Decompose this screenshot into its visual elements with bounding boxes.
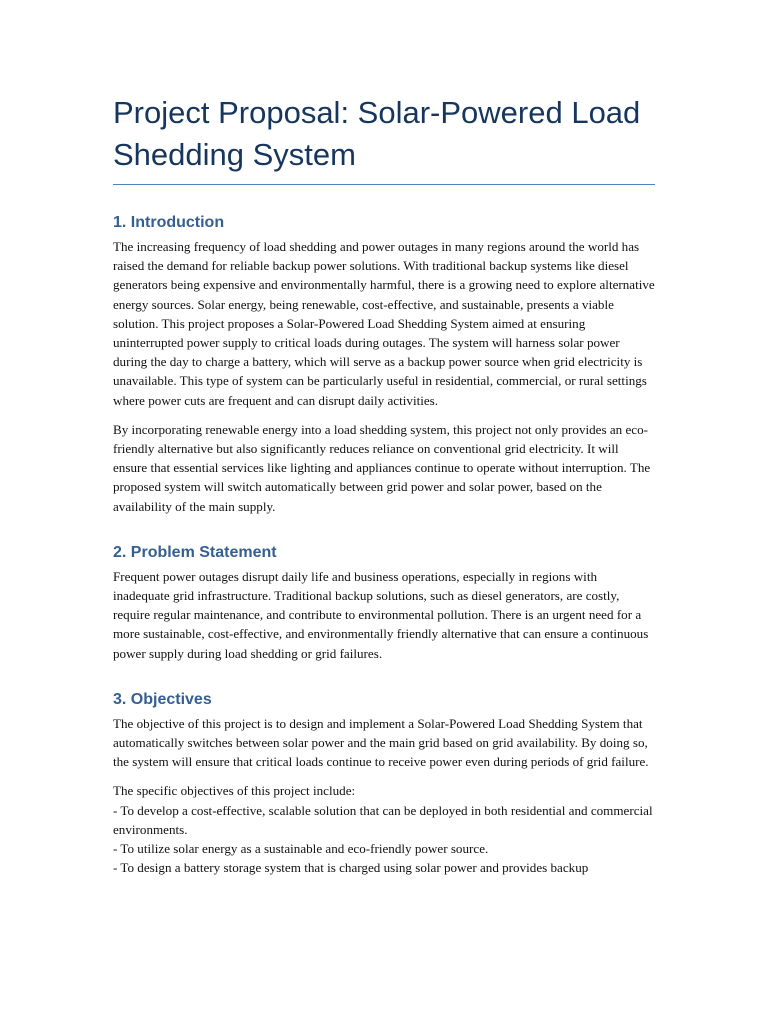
section-heading-problem-statement: 2. Problem Statement xyxy=(113,543,277,561)
objectives-list xyxy=(113,781,655,877)
introduction-paragraph-2: By incorporating renewable energy into a load shedding system, this project not only provides an eco-friendly alternative but also significantly reduces reliance on conventional grid electricity. It will ensure that essential services like lighting and appliances continue to operate without interruption. The proposed system will switch automatically between grid power and solar power, based on the availability of the main supply. xyxy=(113,421,651,514)
list-item: - To utilize solar energy as a sustainable and eco-friendly power source. xyxy=(113,841,489,857)
section-heading-introduction: 1. Introduction xyxy=(113,214,225,231)
objectives-list-intro: The specific objectives of this project include: xyxy=(113,783,356,799)
list-item: - To develop a cost-effective, scalable solution that can be deployed in both residential and commercial environments. xyxy=(113,802,653,837)
list-item: - To design a battery storage system that is charged using solar power and provides backup xyxy=(113,860,589,876)
document-title: Project Proposal: Solar-Powered Load Shedding System xyxy=(113,92,655,185)
introduction-paragraph-1: The increasing frequency of load shedding and power outages in many regions around the world has raised the demand for reliable backup power solutions. With traditional backup systems like diesel generators being expensive and environmentally harmful, there is a growing need to explore alternative energy sources. Solar energy, being renewable, cost-effective, and sustainable, presents a viable solution. This project proposes a Solar-Powered Load Shedding System aimed at ensuring uninterrupted power supply to critical loads during outages. The system will harness solar power during the day to charge a battery, which will serve as a backup power source when grid electricity is unavailable. This type of system can be particularly useful in residential, commercial, or rural settings where power cuts are frequent and can disrupt daily activities. xyxy=(113,239,655,408)
section-heading-objectives: 3. Objectives xyxy=(113,690,212,708)
problem-statement-paragraph: Frequent power outages disrupt daily life and business operations, especially in regions with inadequate grid infrastructure. Traditional backup solutions, such as diesel generators, are costly, require regular maintenance, and contribute to environmental pollution. There is an urgent need for a more sustainable, cost-effective, and environmentally friendly alternative that can ensure a continuous power supply during load shedding or grid failures. xyxy=(113,568,649,661)
objectives-paragraph: The objective of this project is to design and implement a Solar-Powered Load Shedding System that automatically switches between solar power and the main grid based on grid availability. By doing so, the system will ensure that critical loads continue to receive power even during periods of grid failure. xyxy=(113,715,649,770)
